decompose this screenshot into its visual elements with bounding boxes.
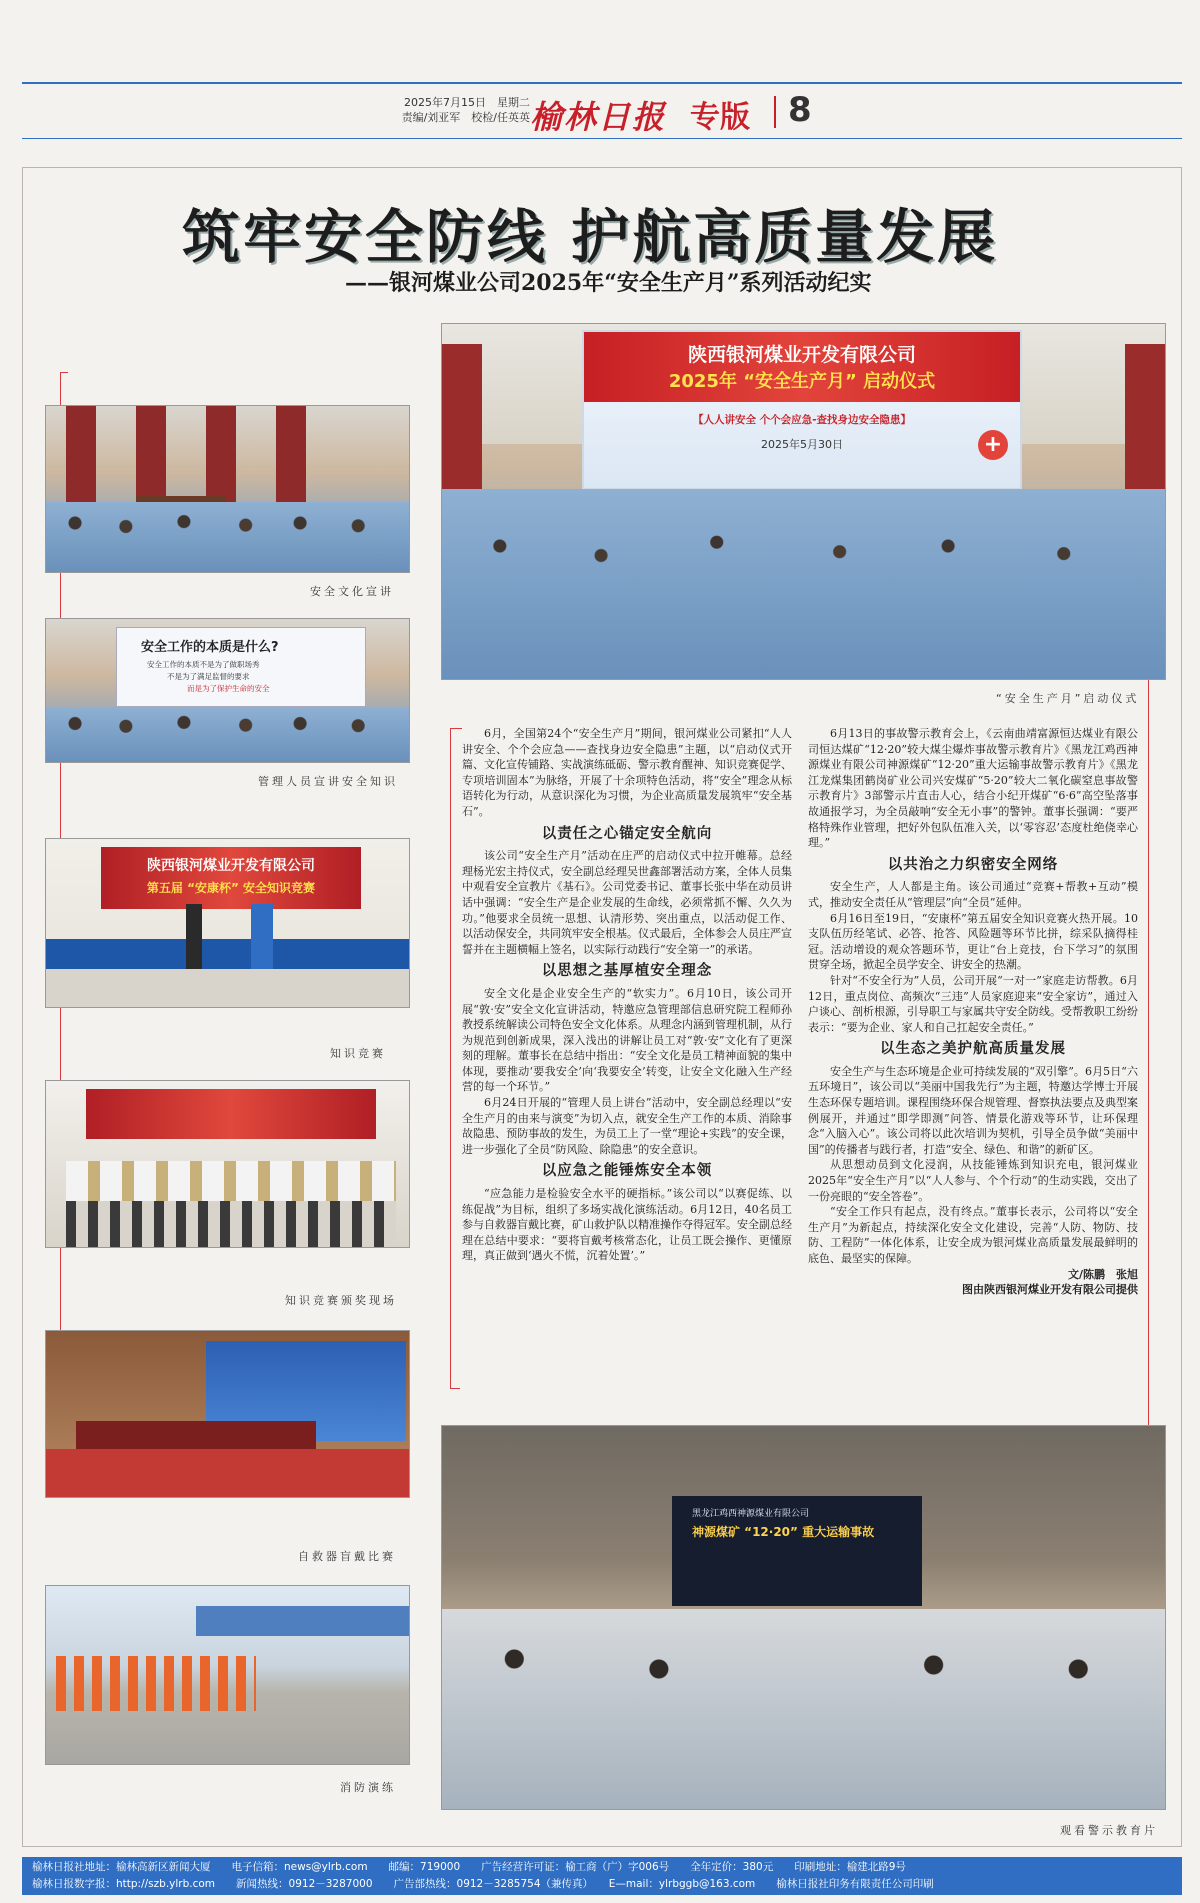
lecture-screen-line: 不是为了满足监督的要求: [167, 672, 250, 681]
photo-warning-education: [441, 1425, 1166, 1810]
article-paragraph: 6月24日开展的“管理人员上讲台”活动中，安全副总经理以“安全生产月的由来与演变”为切入点，就安全生产工作的本质、消除事故隐患、预防事故的发生，为员工上了一堂“理论+实践”的安全课，进一步强化了全员“防风险、除隐患”的安全意识。: [462, 1096, 792, 1156]
page-number: 8: [788, 90, 812, 130]
caption-side-5: 自救器盲戴比赛: [298, 1550, 396, 1563]
article-paragraph: “应急能力是检验安全水平的硬指标。”该公司以“以赛促练、以练促战”为目标，组织了多场实战化演练活动。6月12日，40名员工参与自救器盲戴比赛，矿山救护队以精准操作夺得冠军。安全副总经理在总结中要求：“要将盲戴考核常态化，让员工既会操作、更懂原理，真正做到‘遇火不慌，沉着处置’。”: [462, 1187, 792, 1263]
caption-side-2: 管理人员宣讲安全知识: [258, 775, 398, 788]
lecture-screen: [116, 627, 366, 707]
byline: 文/陈鹏 张旭: [1067, 1267, 1138, 1281]
warning-screen-line1: 黑龙江鸡西神源煤业有限公司: [692, 1509, 810, 1519]
article-paragraph: 6月13日的事故警示教育会上，《云南曲靖富源恒达煤业有限公司恒达煤矿“12·20”较大煤尘爆炸事故警示教育片》《黑龙江鸡西神源煤业有限公司神源煤矿“12·20”重大运输事故警示教育片》《黑龙江龙煤集团鹤岗矿业公司兴安煤矿“5·20”较大二氧化碳窒息事故警示教育片》3部警示片直击人心，结合小纪开煤矿“6·6”高空坠落事故通报学习，为全员敲响“安全无小事”的警钟。董事长强调：“要严格特殊作业管理，把好外包队伍准入关，以‘零容忍’态度杜绝侥幸心理。”: [808, 727, 1138, 850]
article-paragraph: 从思想动员到文化浸润，从技能锤炼到知识充电，银河煤业2025年“安全生产月”以“人人参与、个个行动”的生动实践，交出了一份亮眼的“安全答卷”。: [808, 1158, 1138, 1203]
ceremony-backdrop: [582, 330, 1022, 490]
footer-line-2: 榆林日报数字报：http://szb.ylrb.com 新闻热线：0912－3287000 广告部热线：0912－3285754（兼传真） E—mail：ylrbggb@163.com 榆林日报社印务有限责任公司印刷: [32, 1878, 934, 1890]
photo-launch-ceremony: [441, 323, 1166, 680]
lecture-screen-line: 安全工作的本质不是为了做职场秀: [147, 660, 260, 669]
text-box-left-cap: [450, 728, 462, 729]
caption-side-6: 消防演练: [340, 1781, 396, 1794]
header-rule: [22, 138, 1182, 139]
section-heading: 以责任之心锚定安全航向: [541, 825, 713, 842]
photo-culture-lecture: [45, 405, 410, 573]
article-paragraph: “安全工作只有起点，没有终点。”董事长表示，公司将以“安全生产月”为新起点，持续深化安全文化建设，完善“人防、物防、技防、工程防”一体化体系，让安全成为银河煤业高质量发展最鲜明的底色、最坚实的保障。: [808, 1205, 1138, 1265]
article-paragraph: 针对“不安全行为”人员，公司开展“一对一”家庭走访帮教。6月12日，重点岗位、高频次“三违”人员家庭迎来“安全家访”，通过入户谈心、剖析根源，引导职工与家属共守安全防线。受帮教职工纷纷表示：“要为企业、家人和自己扛起安全责任。”: [808, 973, 1138, 1034]
backdrop-slogan: 【人人讲安全 个个会应急-查找身边安全隐患】: [692, 414, 911, 426]
contest-backdrop: [101, 847, 361, 909]
warning-screen: [672, 1496, 922, 1606]
article-paragraph: 该公司“安全生产月”活动在庄严的启动仪式中拉开帷幕。总经理杨光宏主持仪式，安全副总经理吴世鑫部署活动方案，全体人员集中观看安全宣教片《基石》。公司党委书记、董事长张中华在动员讲话中强调：“安全生产是企业发展的生命线，必须常抓不懈、久久为功。”他要求全员统一思想、认清形势、突出重点，以活动促工作、以活动保安全，共同筑牢安全根基。仪式最后，全体参会人员庄严宣誓并在主题横幅上签名，以实际行动践行“安全第一”的承诺。: [462, 849, 792, 956]
backdrop-date: 2025年5月30日: [761, 438, 843, 451]
top-rule: [22, 82, 1182, 84]
contest-backdrop-company: 陕西银河煤业开发有限公司: [147, 858, 315, 874]
footer-bar: [22, 1857, 1182, 1895]
lecture-screen-title: 安全工作的本质是什么?: [141, 640, 279, 655]
caption-bottom-photo: 观看警示教育片: [1060, 1824, 1158, 1837]
caption-main-photo: “安全生产月”启动仪式: [996, 692, 1140, 705]
backdrop-title: 2025年 “安全生产月” 启动仪式: [668, 371, 936, 392]
backdrop-company: 陕西银河煤业开发有限公司: [687, 344, 916, 366]
editors-line: 责编/刘亚军 校检/任英英: [401, 111, 530, 124]
article-paragraph: 安全生产，人人都是主角。该公司通过“竞赛+帮教+互动”模式，推动安全责任从“管理层”向“全员”延伸。: [808, 880, 1138, 909]
text-box-left-rule: [450, 728, 451, 1388]
warning-screen-line2: 神源煤矿 “12·20” 重大运输事故: [692, 1525, 875, 1539]
newspaper-masthead: 榆林日报: [530, 98, 667, 136]
text-box-left-foot: [450, 1388, 460, 1389]
article-paragraph: 安全生产与生态环境是企业可持续发展的“双引擎”。6月5日“六五环境日”，该公司以“美丽中国我先行”为主题，特邀达学博士开展生态环保专题培训。课程围绕环保合规管理、督察执法要点及典型案例展开，并通过“即学即测”问答、情景化游戏等环节，让环保理念“入脑入心”。该公司将以此次培训为契机，引导全员争做“美丽中国”的传播者与践行者，打造“安全、绿色、和谐”的新矿区。: [808, 1064, 1138, 1156]
issue-date: 2025年7月15日 星期二: [404, 96, 530, 109]
photo-credit: 图由陕西银河煤业开发有限公司提供: [962, 1283, 1138, 1297]
section-heading: 以共治之力织密安全网络: [887, 856, 1059, 873]
article-column-right: [808, 726, 1138, 1406]
photo-fire-drill: [45, 1585, 410, 1765]
section-heading: 以思想之基厚植安全理念: [541, 963, 713, 980]
photo-manager-lecture: [45, 618, 410, 763]
safety-cross-icon: +: [978, 430, 1008, 460]
lecture-screen-line: 而是为了保护生命的安全: [187, 684, 270, 693]
section-heading: 以生态之美护航高质量发展: [880, 1041, 1066, 1058]
article-paragraph: 安全文化是企业安全生产的“软实力”。6月10日，该公司开展“敦·安”安全文化宣讲活动，特邀应急管理部信息研究院工程师孙教授系统解读公司特色安全文化体系。从理念内涵到管理机制，从行为规范到创新成果，深入浅出的讲解让员工对“敦·安”文化有了更深刻的理解。董事长在总结中指出：“安全文化是员工精神面貌的集中体现，要推动‘要我安全’向‘我要安全’转变，让安全文化融入生产经营的每一个环节。”: [462, 986, 792, 1094]
section-heading: 以应急之能锤炼安全本领: [541, 1163, 713, 1180]
photo-self-rescuer-contest: [45, 1330, 410, 1498]
caption-side-4: 知识竞赛颁奖现场: [285, 1294, 397, 1307]
article-paragraph: 6月16日至19日，“安康杯”第五届安全知识竞赛火热开展。10支队伍历经笔试、必答、抢答、风险题等环节比拼，综采队摘得桂冠。活动增设的观众答题环节，更让“台上竞技，台下学习”的氛围贯穿全场，掀起全员学安全、讲安全的热潮。: [808, 911, 1138, 972]
caption-side-1: 安全文化宣讲: [310, 585, 394, 598]
red-rule-left-cap: [60, 372, 68, 373]
caption-side-3: 知识竞赛: [330, 1047, 386, 1060]
photo-knowledge-contest: [45, 838, 410, 1008]
article-column-left: [462, 726, 792, 1406]
section-name: 专版: [690, 100, 750, 135]
headline: 筑牢安全防线 护航高质量发展: [182, 203, 999, 271]
subheadline: ——银河煤业公司2025年“安全生产月”系列活动纪实: [345, 270, 872, 296]
header-meta: [370, 95, 530, 125]
header-separator: [774, 96, 776, 128]
contest-backdrop-title: 第五届 “安康杯” 安全知识竞赛: [146, 881, 316, 895]
photo-award-ceremony: [45, 1080, 410, 1248]
article-intro: 6月，全国第24个“安全生产月”期间，银河煤业公司紧扣“人人讲安全、个个会应急——查找身边安全隐患”主题，以“启动仪式开篇、文化宣传铺路、实战演练砥砺、警示教育醒神、知识竞赛促学、专项培训固本”为脉络，开展了十余项特色活动，将“安全”理念从标语转化为行动，从意识深化为习惯，为企业高质量发展筑牢“安全基石”。: [462, 727, 792, 818]
ceremony-audience: [442, 489, 1165, 679]
footer-line-1: 榆林日报社地址：榆林高新区新闻大厦 电子信箱：news@ylrb.com 邮编：719000 广告经营许可证：榆工商（广）字006号 全年定价：380元 印刷地址：榆建北路9号: [32, 1861, 906, 1873]
